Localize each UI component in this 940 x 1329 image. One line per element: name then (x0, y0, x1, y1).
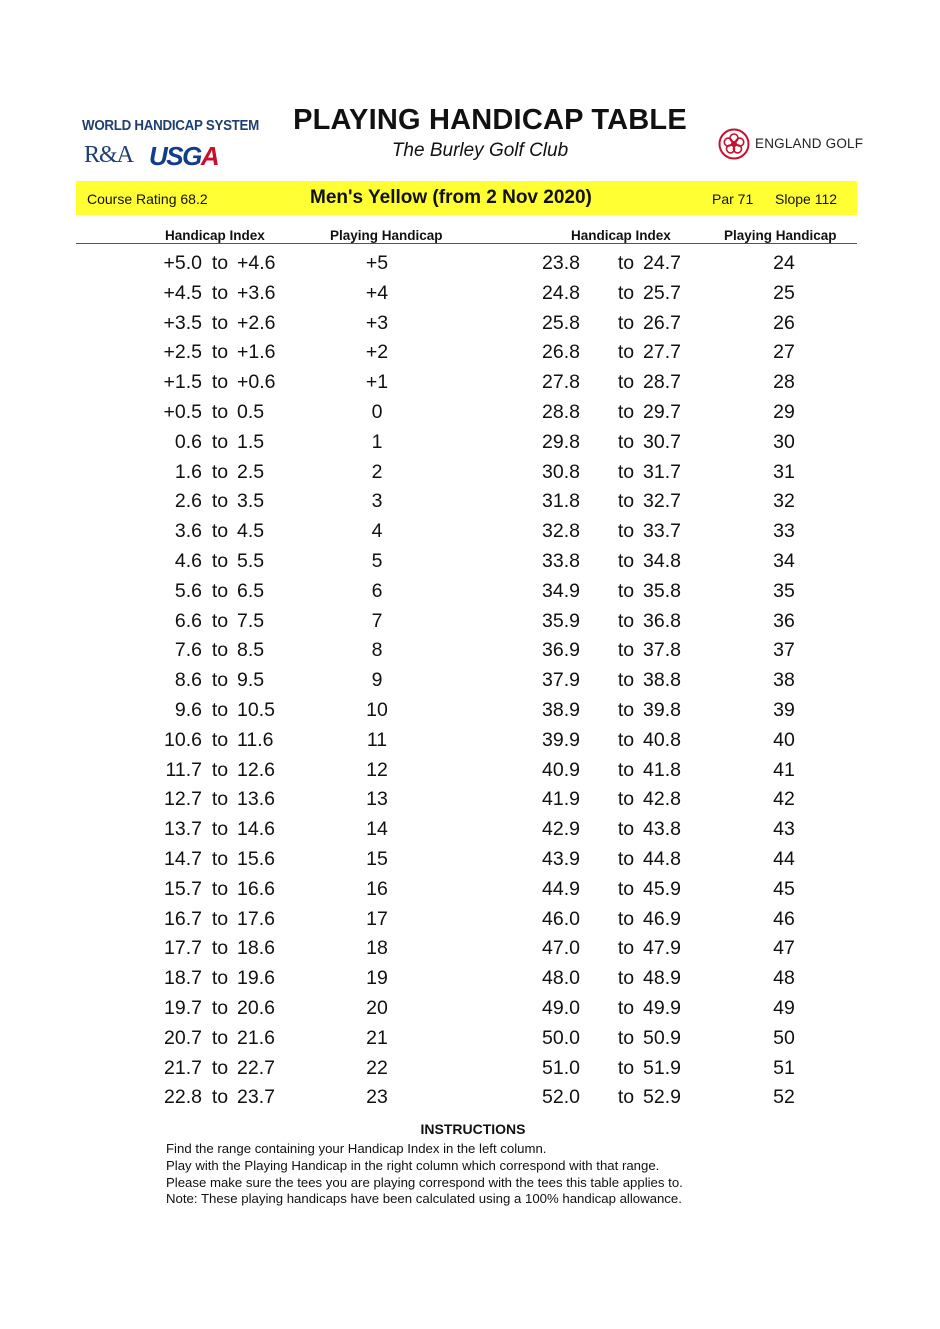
index-range-high: 26.7 (643, 311, 681, 334)
range-to-label: to (617, 550, 635, 572)
index-range-low: 11.7 (165, 758, 202, 781)
index-range-high: 28.7 (643, 371, 681, 394)
playing-handicap-value: 39 (773, 699, 795, 721)
index-range-high: 4.5 (237, 520, 265, 543)
range-to-label: to (211, 997, 229, 1019)
index-range-high: 52.9 (643, 1086, 681, 1109)
usga-logo: USGA (149, 141, 219, 171)
playing-handicap-value: 51 (773, 1056, 795, 1079)
index-range-high: 19.6 (237, 967, 275, 990)
index-range-high: 2.5 (237, 460, 265, 483)
range-to-label: to (211, 490, 229, 513)
index-range-low: 31.8 (542, 490, 580, 513)
index-range-low: 47.0 (542, 937, 580, 960)
playing-handicap-value: 14 (366, 818, 388, 841)
index-range-high: 12.6 (237, 758, 275, 781)
page-title: PLAYING HANDICAP TABLE (293, 104, 687, 136)
index-range-high: 43.8 (643, 818, 681, 841)
index-range-high: 30.7 (643, 430, 681, 453)
index-range-high: 14.6 (237, 818, 275, 841)
table-row (0, 699, 940, 729)
range-to-label: to (617, 430, 635, 453)
playing-handicap-value: 44 (773, 848, 795, 870)
index-range-low: 43.9 (542, 848, 580, 870)
range-to-label: to (617, 520, 635, 543)
table-row (0, 520, 940, 550)
index-range-high: 0.5 (237, 401, 265, 423)
range-to-label: to (617, 877, 635, 900)
playing-handicap-value: +1 (365, 371, 389, 394)
playing-handicap-value: 43 (773, 818, 795, 841)
index-range-low: 17.7 (164, 937, 202, 960)
table-row (0, 1086, 940, 1116)
range-to-label: to (211, 1056, 229, 1079)
playing-handicap-value: 33 (773, 520, 795, 543)
index-range-low: 30.8 (542, 460, 580, 483)
range-to-label: to (211, 520, 229, 543)
table-row (0, 341, 940, 371)
range-to-label: to (211, 758, 229, 781)
index-range-low: +2.5 (163, 341, 202, 364)
table-row (0, 550, 940, 580)
index-range-low: +3.5 (163, 311, 202, 334)
index-range-low: 48.0 (542, 967, 580, 990)
range-to-label: to (617, 1056, 635, 1079)
course-par: Par 71 (712, 191, 754, 207)
range-to-label: to (211, 699, 229, 721)
instruction-line: Note: These playing handicaps have been calculated using a 100% handicap allowance. (166, 1191, 682, 1206)
range-to-label: to (211, 1086, 229, 1109)
playing-handicap-value: 50 (773, 1026, 795, 1049)
index-range-low: 38.9 (542, 699, 580, 721)
range-to-label: to (211, 401, 229, 423)
index-range-low: 35.9 (542, 609, 580, 632)
range-to-label: to (617, 907, 635, 930)
table-row (0, 818, 940, 848)
playing-handicap-value: 45 (773, 877, 795, 900)
index-range-low: 7.6 (174, 639, 202, 662)
range-to-label: to (211, 430, 229, 453)
range-to-label: to (211, 460, 229, 483)
index-range-high: +0.6 (237, 371, 276, 394)
index-range-low: 34.9 (542, 579, 580, 602)
index-range-high: 1.5 (237, 430, 265, 453)
index-range-low: 46.0 (542, 907, 580, 930)
index-range-high: 15.6 (237, 848, 275, 870)
range-to-label: to (617, 997, 635, 1019)
playing-handicap-value: +5 (365, 252, 389, 274)
playing-handicap-value: 28 (773, 371, 795, 394)
index-range-low: 44.9 (542, 877, 580, 900)
range-to-label: to (617, 579, 635, 602)
index-range-high: 33.7 (643, 520, 681, 543)
playing-handicap-value: 13 (366, 788, 388, 811)
index-range-high: 41.8 (643, 758, 681, 781)
range-to-label: to (617, 639, 635, 662)
index-range-high: 13.6 (237, 788, 275, 811)
index-range-low: +5.0 (163, 252, 202, 274)
table-row (0, 252, 940, 282)
playing-handicap-value: 12 (366, 758, 388, 781)
playing-handicap-value: +4 (365, 281, 389, 304)
playing-handicap-value: 16 (366, 877, 388, 900)
range-to-label: to (617, 728, 635, 751)
index-range-low: 14.7 (164, 848, 202, 870)
index-range-high: 32.7 (643, 490, 681, 513)
range-to-label: to (211, 311, 229, 334)
index-range-high: 25.7 (643, 281, 681, 304)
index-range-low: 18.7 (164, 967, 202, 990)
index-range-low: 22.8 (164, 1086, 202, 1109)
index-range-high: 10.5 (237, 699, 275, 721)
index-range-low: 1.6 (174, 460, 202, 483)
index-range-high: 49.9 (643, 997, 681, 1019)
header-right-playing-handicap: Playing Handicap (724, 228, 837, 243)
range-to-label: to (617, 401, 635, 423)
index-range-high: +4.6 (237, 252, 276, 274)
range-to-label: to (617, 818, 635, 841)
playing-handicap-value: 35 (773, 579, 795, 602)
range-to-label: to (617, 967, 635, 990)
index-range-low: 13.7 (164, 818, 202, 841)
index-range-low: +1.5 (163, 371, 202, 394)
index-range-low: 23.8 (542, 252, 580, 274)
table-row (0, 580, 940, 610)
range-to-label: to (211, 579, 229, 602)
range-to-label: to (211, 907, 229, 930)
index-range-high: 23.7 (237, 1086, 275, 1109)
range-to-label: to (617, 311, 635, 334)
range-to-label: to (211, 848, 229, 870)
range-to-label: to (617, 788, 635, 811)
index-range-high: 16.6 (237, 877, 275, 900)
range-to-label: to (617, 281, 635, 304)
range-to-label: to (617, 1086, 635, 1109)
index-range-high: 5.5 (237, 550, 265, 572)
index-range-high: 40.8 (643, 728, 681, 751)
range-to-label: to (211, 937, 229, 960)
course-slope: Slope 112 (775, 191, 838, 207)
index-range-high: +3.6 (237, 281, 276, 304)
table-row (0, 401, 940, 431)
index-range-high: 17.6 (237, 907, 275, 930)
index-range-high: 45.9 (643, 877, 681, 900)
range-to-label: to (617, 341, 635, 364)
range-to-label: to (617, 758, 635, 781)
range-to-label: to (211, 639, 229, 662)
range-to-label: to (617, 669, 635, 692)
table-row (0, 431, 940, 461)
index-range-high: 39.8 (643, 699, 681, 721)
playing-handicap-value: 47 (773, 937, 795, 960)
range-to-label: to (617, 848, 635, 870)
playing-handicap-value: 9 (371, 669, 383, 692)
index-range-low: 28.8 (542, 401, 580, 423)
playing-handicap-value: 8 (371, 639, 383, 662)
playing-handicap-value: 21 (366, 1026, 388, 1049)
table-row (0, 848, 940, 878)
playing-handicap-value: 32 (773, 490, 795, 513)
playing-handicap-value: 23 (366, 1086, 388, 1109)
index-range-high: 36.8 (643, 609, 681, 632)
range-to-label: to (617, 1026, 635, 1049)
playing-handicap-value: 25 (773, 281, 795, 304)
header-right-handicap-index: Handicap Index (571, 228, 671, 243)
index-range-low: 20.7 (164, 1026, 202, 1049)
index-range-high: 9.5 (237, 669, 265, 692)
range-to-label: to (617, 252, 635, 274)
table-row (0, 371, 940, 401)
index-range-high: 3.5 (237, 490, 265, 513)
playing-handicap-value: 15 (366, 848, 388, 870)
playing-handicap-value: 11 (366, 728, 388, 751)
index-range-high: 22.7 (237, 1056, 275, 1079)
index-range-high: 42.8 (643, 788, 681, 811)
index-range-low: 32.8 (542, 520, 580, 543)
index-range-low: 0.6 (174, 430, 202, 453)
index-range-high: 48.9 (643, 967, 681, 990)
instruction-line: Please make sure the tees you are playing correspond with the tees this table applies to. (166, 1175, 683, 1190)
range-to-label: to (211, 281, 229, 304)
index-range-low: +0.5 (163, 401, 202, 423)
range-to-label: to (617, 937, 635, 960)
index-range-high: 38.8 (643, 669, 681, 692)
world-handicap-system-logo: WORLD HANDICAP SYSTEM (82, 118, 260, 134)
index-range-low: 9.6 (174, 699, 202, 721)
table-row (0, 639, 940, 669)
instruction-line: Find the range containing your Handicap Index in the left column. (166, 1141, 547, 1156)
index-range-high: 37.8 (643, 639, 681, 662)
playing-handicap-value: 3 (371, 490, 383, 513)
index-range-low: 24.8 (542, 281, 580, 304)
table-row (0, 1027, 940, 1057)
index-range-high: 27.7 (643, 341, 681, 364)
playing-handicap-value: 46 (773, 907, 795, 930)
table-row (0, 669, 940, 699)
playing-handicap-value: 22 (366, 1056, 388, 1079)
table-row (0, 967, 940, 997)
playing-handicap-value: 48 (773, 967, 795, 990)
playing-handicap-value: 5 (371, 550, 383, 572)
index-range-low: 36.9 (542, 639, 580, 662)
index-range-low: 41.9 (542, 788, 580, 811)
playing-handicap-value: 37 (773, 639, 795, 662)
index-range-high: +2.6 (237, 311, 276, 334)
index-range-low: 29.8 (542, 430, 580, 453)
index-range-high: 50.9 (643, 1026, 681, 1049)
playing-handicap-value: 52 (773, 1086, 795, 1109)
playing-handicap-value: +2 (365, 341, 389, 364)
index-range-low: 21.7 (164, 1056, 202, 1079)
table-row (0, 788, 940, 818)
playing-handicap-value: 42 (773, 788, 795, 811)
table-row (0, 997, 940, 1027)
table-row (0, 1057, 940, 1087)
index-range-high: 21.6 (237, 1026, 275, 1049)
playing-handicap-value: 20 (366, 997, 388, 1019)
playing-handicap-value: 10 (366, 699, 388, 721)
range-to-label: to (211, 818, 229, 841)
range-to-label: to (211, 609, 229, 632)
range-to-label: to (211, 550, 229, 572)
index-range-low: 52.0 (542, 1086, 580, 1109)
index-range-low: 15.7 (164, 877, 202, 900)
playing-handicap-value: 24 (773, 252, 795, 274)
index-range-high: 18.6 (237, 937, 275, 960)
playing-handicap-value: 17 (366, 907, 388, 930)
tee-name: Men's Yellow (from 2 Nov 2020) (310, 187, 592, 208)
playing-handicap-value: 1 (371, 430, 383, 453)
england-golf-logo-text: ENGLAND GOLF (755, 136, 864, 151)
range-to-label: to (617, 609, 635, 632)
range-to-label: to (211, 669, 229, 692)
table-row (0, 759, 940, 789)
range-to-label: to (211, 728, 229, 751)
index-range-low: 42.9 (542, 818, 580, 841)
randa-logo: R&A (84, 142, 134, 168)
table-row (0, 312, 940, 342)
playing-handicap-value: 49 (773, 997, 795, 1019)
playing-handicap-value: 30 (773, 430, 795, 453)
index-range-low: 5.6 (174, 579, 202, 602)
index-range-low: 33.8 (542, 550, 580, 572)
index-range-low: 19.7 (164, 997, 202, 1019)
index-range-low: 16.7 (164, 907, 202, 930)
playing-handicap-value: 34 (773, 550, 795, 572)
range-to-label: to (211, 252, 229, 274)
index-range-low: 40.9 (542, 758, 580, 781)
index-range-high: 44.8 (643, 848, 681, 870)
range-to-label: to (211, 371, 229, 394)
playing-handicap-value: 0 (371, 401, 383, 423)
table-row (0, 610, 940, 640)
range-to-label: to (211, 341, 229, 364)
index-range-low: 37.9 (542, 669, 580, 692)
playing-handicap-value: 2 (371, 460, 383, 483)
table-row (0, 878, 940, 908)
index-range-high: 34.8 (643, 550, 681, 572)
playing-handicap-value: 29 (773, 401, 795, 423)
playing-handicap-value: 41 (773, 758, 795, 781)
index-range-high: 24.7 (643, 252, 681, 274)
index-range-high: 47.9 (643, 937, 681, 960)
tee-info-band (76, 181, 857, 215)
table-row (0, 937, 940, 967)
index-range-high: 31.7 (643, 460, 681, 483)
index-range-high: 11.6 (237, 728, 274, 751)
index-range-low: 6.6 (174, 609, 202, 632)
index-range-low: 27.8 (542, 371, 580, 394)
range-to-label: to (617, 490, 635, 513)
playing-handicap-value: 26 (773, 311, 795, 334)
range-to-label: to (617, 699, 635, 721)
table-row (0, 729, 940, 759)
index-range-low: 8.6 (174, 669, 202, 692)
index-range-high: 29.7 (643, 401, 681, 423)
index-range-high: 7.5 (237, 609, 265, 632)
table-row (0, 490, 940, 520)
index-range-low: 49.0 (542, 997, 580, 1019)
playing-handicap-value: +3 (365, 311, 389, 334)
index-range-low: 12.7 (164, 788, 202, 811)
instructions-heading: INSTRUCTIONS (420, 1121, 526, 1137)
index-range-low: 3.6 (174, 520, 202, 543)
instruction-line: Play with the Playing Handicap in the right column which correspond with that range. (166, 1158, 660, 1173)
playing-handicap-value: 6 (371, 579, 383, 602)
index-range-high: 20.6 (237, 997, 275, 1019)
index-range-low: 25.8 (542, 311, 580, 334)
playing-handicap-value: 36 (773, 609, 795, 632)
index-range-high: 51.9 (643, 1056, 681, 1079)
range-to-label: to (211, 967, 229, 990)
playing-handicap-value: 19 (366, 967, 388, 990)
playing-handicap-value: 27 (773, 341, 795, 364)
range-to-label: to (211, 877, 229, 900)
playing-handicap-value: 40 (773, 728, 795, 751)
index-range-low: 51.0 (542, 1056, 580, 1079)
index-range-low: 50.0 (542, 1026, 580, 1049)
playing-handicap-value: 18 (366, 937, 388, 960)
header-left-playing-handicap: Playing Handicap (330, 228, 443, 243)
index-range-low: 39.9 (542, 728, 580, 751)
index-range-low: 10.6 (164, 728, 202, 751)
index-range-high: 6.5 (237, 579, 265, 602)
playing-handicap-value: 7 (371, 609, 383, 632)
table-row (0, 282, 940, 312)
index-range-high: 8.5 (237, 639, 265, 662)
index-range-high: +1.6 (237, 341, 276, 364)
index-range-low: 26.8 (542, 341, 580, 364)
playing-handicap-value: 4 (371, 520, 383, 543)
course-rating: Course Rating 68.2 (87, 191, 208, 207)
index-range-low: 2.6 (174, 490, 202, 513)
index-range-high: 46.9 (643, 907, 681, 930)
range-to-label: to (211, 1026, 229, 1049)
table-row (0, 461, 940, 491)
index-range-low: 4.6 (174, 550, 202, 572)
table-row (0, 908, 940, 938)
header-divider (76, 243, 857, 244)
range-to-label: to (617, 460, 635, 483)
header-left-handicap-index: Handicap Index (165, 228, 265, 243)
club-name: The Burley Golf Club (391, 140, 569, 161)
playing-handicap-value: 31 (773, 460, 795, 483)
range-to-label: to (211, 788, 229, 811)
index-range-high: 35.8 (643, 579, 681, 602)
range-to-label: to (617, 371, 635, 394)
index-range-low: +4.5 (163, 281, 202, 304)
playing-handicap-value: 38 (773, 669, 795, 692)
